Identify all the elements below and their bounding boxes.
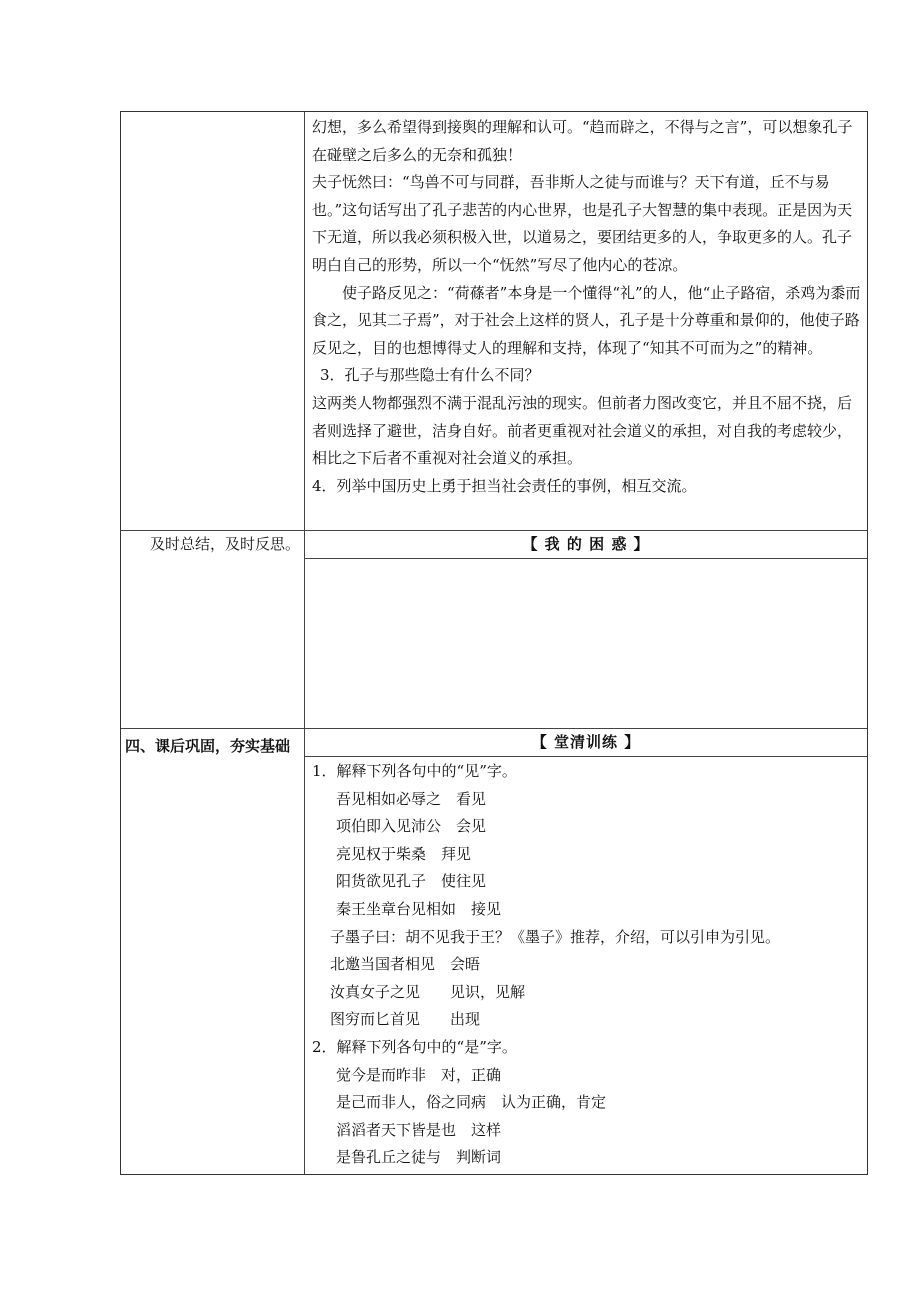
list-item: 汝真女子之见 见识，见解 xyxy=(330,982,526,1001)
paragraph: 夫子怃然曰：“鸟兽不可与同群，吾非斯人之徒与而谁与？天下有道，丘不与易也。”这句话写出了孔子悲苦的内心世界，也是孔子大智慧的集中表现。正是因为天下无道，所以我必须积极入世，以道易之，要团结更多的人，争取更多的人。孔子明白自己的形势，所以一个“怃然”写尽了他内心的苍凉。 xyxy=(312,173,853,274)
left-cell xyxy=(121,729,305,1174)
table-row xyxy=(121,530,867,728)
reflection-label: 及时总结，及时反思。 xyxy=(149,535,300,553)
practice-cell xyxy=(305,729,867,1174)
lesson-table xyxy=(120,111,868,1175)
left-cell xyxy=(121,531,305,728)
analysis-cell xyxy=(305,112,867,530)
question-2: 2．解释下列各句中的“是”字。 xyxy=(312,1037,517,1056)
list-item: 图穷而匕首见 出现 xyxy=(330,1010,481,1029)
table-row xyxy=(121,112,867,530)
list-item: 滔滔者天下皆是也 这样 xyxy=(336,1120,502,1139)
confusion-header: 【 我 的 困 惑 】 xyxy=(522,535,650,553)
list-item: 北邀当国者相见 会晤 xyxy=(330,955,481,974)
practice-content xyxy=(305,756,867,1172)
question-1: 1．解释下列各句中的“见”字。 xyxy=(312,762,517,780)
question-3: 3．孔子与那些隐士有什么不同？ xyxy=(320,366,540,385)
section-title: 四、课后巩固，夯实基础 xyxy=(125,737,291,755)
list-item: 子墨子曰：胡不见我于王？《墨子》推荐，介绍，可以引申为引见。 xyxy=(330,927,781,946)
table-row xyxy=(121,728,867,1174)
list-item: 阳货欲见孔子 使往见 xyxy=(336,872,487,891)
paragraph: 使子路反见之：“荷蓧者”本身是一个懂得“礼”的人，他“止子路宿，杀鸡为黍而食之，见其二子焉”，对于社会上这样的贤人，孔子是十分尊重和景仰的，他使子路反见之，目的也想博得丈人的理解和支持，体现了“知其不可而为之”的精神。 xyxy=(312,283,861,357)
list-item: 吾见相如必辱之 看见 xyxy=(336,789,487,808)
list-item: 是己而非人，俗之同病 认为正确，肯定 xyxy=(336,1093,607,1112)
list-item: 秦王坐章台见相如 接见 xyxy=(336,899,502,918)
list-item: 亮见权于柴桑 拜见 xyxy=(336,844,472,863)
left-cell xyxy=(121,112,305,530)
list-item: 项伯即入见沛公 会见 xyxy=(336,817,487,836)
confusion-answer-area[interactable] xyxy=(305,558,867,728)
list-item: 觉今是而昨非 对，正确 xyxy=(336,1065,502,1084)
list-item: 是鲁孔丘之徒与 判断词 xyxy=(336,1148,502,1167)
paragraph: 这两类人物都强烈不满于混乱污浊的现实。但前者力图改变它，并且不屈不挠，后者则选择了避世，洁身自好。前者更重视对社会道义的承担，对自我的考虑较少，相比之下后者不重视对社会道义的承担。 xyxy=(312,393,853,468)
practice-header: 【 堂清训练 】 xyxy=(531,733,641,751)
confusion-cell xyxy=(305,531,867,728)
paragraph: 幻想，多么希望得到接舆的理解和认可。“趋而辟之，不得与之言”，可以想象孔子在碰壁之后多么的无奈和孤独！ xyxy=(312,118,853,164)
question-4: 4．列举中国历史上勇于担当社会责任的事例，相互交流。 xyxy=(312,476,697,495)
